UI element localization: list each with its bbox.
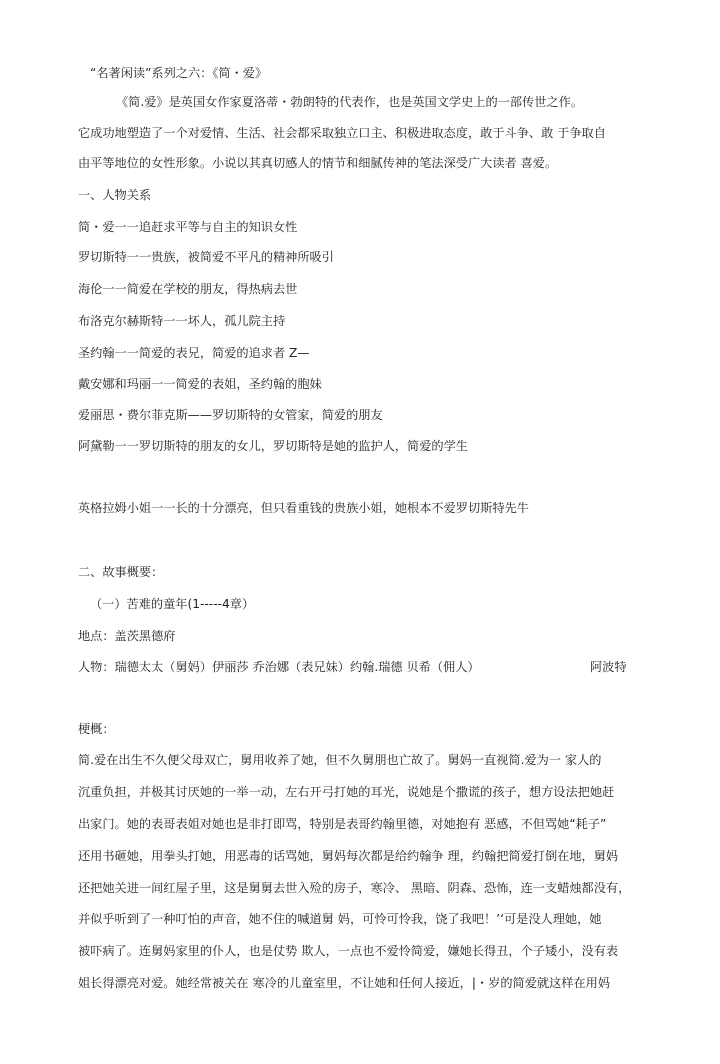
people-line [78, 659, 480, 675]
section-heading: 一、人物关系 [78, 188, 152, 202]
location-line: 地点：盖茨黑德府 [78, 629, 176, 643]
character-line: 阿黛勒一一罗切斯特的朋友的女儿，罗切斯特是她的监护人，简爱的学生 [78, 439, 468, 453]
character-line: 罗切斯特一一贵族，被简爱不平凡的精神所吸引 [78, 250, 334, 264]
people-extra: 阿波特 [590, 660, 627, 674]
character-line: 爱丽思・费尔菲克斯——罗切斯特的女管家，简爱的朋友 [78, 408, 383, 422]
section-heading: 二、故事概要： [78, 565, 164, 579]
summary-line: 被吓病了。连舅妈家里的仆人，也是仗势 欺人，一点也不爱怜简爱，嫌她长得丑，个子矮小，没有表 [78, 944, 619, 958]
intro-line: 它成功地塑造了一个对爱情、生活、社会都采取独立口主、积极进取态度，敢于斗争、敢 于争取自 [78, 126, 606, 140]
character-line: 英格拉姆小姐一一长的十分漂亮，但只看重钱的贵族小姐，她根本不爱罗切斯特先牛 [78, 501, 529, 515]
summary-line: 简.爱在出生不久便父母双亡，舅用收养了她，但不久舅朋也亡故了。舅妈一直视简.爱为一 家人的 [78, 753, 602, 767]
subsection-heading: （一）苦难的童年(1-----4章） [90, 597, 255, 611]
summary-line: 姐长得漂亮对爱。她经常被关在 寒冷的儿童室里，不让她和任何人接近，|・岁的简爱就这样在用妈 [78, 976, 611, 990]
summary-line: 并似乎听到了一种叮怕的声音，她不住的喊道舅 妈，可怜可怜我，饶了我吧！’‘可是没人理她，她 [78, 912, 602, 926]
summary-line: 沉重负担，并极其讨厌她的一举一动，左右开弓打她的耳光，说她是个撒谎的孩子，想方设法把她赶 [78, 785, 615, 799]
character-line: 布洛克尔赫斯特一一坏人，孤儿院主持 [78, 314, 286, 328]
character-line: 圣约翰一一简爱的表兄，简爱的追求者 Z— [78, 346, 310, 360]
character-line: 海伦一一简爱在学校的朋友，得热病去世 [78, 282, 298, 296]
summary-line: 还用书砸她，用拳头打她，用恶毒的话骂她，舅妈每次都是给约翰争 理，约翰把简爱打倒在地，舅妈 [78, 849, 619, 863]
character-line: 戴安娜和玛丽一一简爱的表姐，圣约翰的胞妹 [78, 377, 322, 391]
summary-line: 出家门。她的表哥表姐对她也是非打即骂，特别是表哥约翰里德，对她抱有 恶感，不但骂她“耗子” [78, 817, 607, 831]
document-title: “名著闲读”系列之六：《简・爱》 [90, 66, 268, 80]
character-line: 简・爱一一追赶求平等与自主的知识女性 [78, 220, 298, 234]
summary-line: 还把她关进一间红屋子里，这是舅舅去世入殓的房子，寒冷、 黑暗、阴森、恐怖，连一支蜡烛都没有， [78, 881, 631, 895]
intro-line: 由平等地位的女性形象。小说以其真切感人的情节和细腻传神的笔法深受广大读者 喜爱。 [78, 156, 558, 170]
summary-heading: 梗概： [78, 722, 115, 736]
people-label: 人物：瑞德太太（舅妈）伊丽莎 乔治娜（表兄妹）约翰.瑞德 贝希（佣人） [78, 660, 480, 674]
intro-line: 《简.爱》是英国女作家夏洛蒂・勃朗特的代表作，也是英国文学史上的一部传世之作。 [116, 95, 583, 109]
